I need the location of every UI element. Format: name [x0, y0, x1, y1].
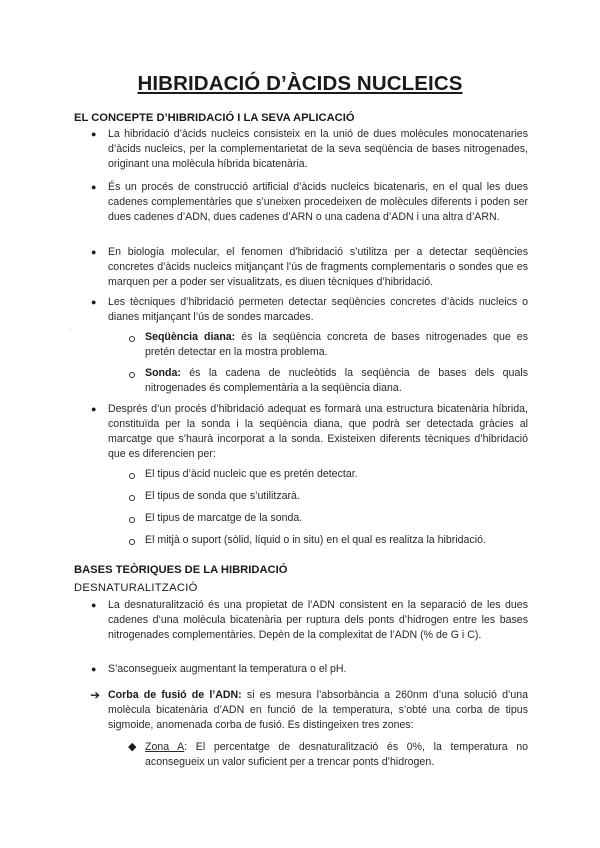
sub-list-item: El tipus de sonda que s’utilitzarà.	[145, 490, 300, 502]
circle-bullet-icon	[129, 495, 135, 501]
list-item: S’aconsegueix augmentant la temperatura o el pH.	[108, 663, 347, 675]
bullet-icon: ●	[91, 247, 97, 257]
page-title: HIBRIDACIÓ D’ÀCIDS NUCLEICS	[137, 72, 463, 95]
arrow-right-icon: ➔	[90, 688, 101, 702]
circle-bullet-icon	[129, 517, 135, 523]
sub-list-item: El tipus d’àcid nucleic que es pretén detectar.	[145, 468, 358, 480]
section-heading-concept: EL CONCEPTE D’HIBRIDACIÓ I LA SEVA APLICACIÓ	[74, 112, 355, 124]
bullet-icon: ●	[91, 129, 97, 139]
section-heading-bases: BASES TEÒRIQUES DE LA HIBRIDACIÓ	[74, 564, 288, 576]
list-item: En biologia molecular, el fenomen d’hibridació s’utilitza per a detectar seqüències concretes d’àcids nucleics mitjançant l’ús de fragments complementaris o sondes que es marquen per a poder ser visualitzats, es diuen tècniques d’hibridació.	[108, 246, 528, 288]
definition-item	[145, 330, 528, 360]
arrow-item	[108, 688, 528, 733]
definition-text: és la seqüència concreta de bases nitrogenades que es pretén detectar en la mostra problema.	[145, 331, 528, 358]
circle-bullet-icon	[129, 372, 135, 378]
arrow-item-text: si es mesura l’absorbància a 260nm d’una solució d’una molècula bicatenària d’ADN en funció de la temperatura, s’obté una corba de tipus sigmoide, anomenada corba de fusió. Es distingeixen tres zones:	[108, 689, 528, 731]
zone-label: Zona A	[145, 741, 185, 753]
list-item: La desnaturalització és una propietat de l’ADN consistent en la separació de les dues cadenes d’una molècula bicatenària per ruptura dels ponts d’hidrogen entre les bases nitrogenades complementàries. Depèn de la complexitat de l’ADN (% de G i C).	[108, 599, 528, 641]
list-item: Les tècniques d’hibridació permeten detectar seqüències concretes d’àcids nucleics o dianes mitjançant l’ús de sondes marcades.	[108, 296, 528, 323]
list-item: Després d’un procés d’hibridació adequat es formarà una estructura bicatenària híbrida, constituïda per la sonda i la seqüència diana, que podrà ser detectada gràcies al marcatge que s’haurà incorporat a la sonda. Existeixen diferents tècniques d’hibridació que es diferencien per:	[108, 403, 528, 460]
bullet-icon: ●	[91, 297, 97, 307]
zone-text: : El percentatge de desnaturalització és 0%, la temperatura no aconsegueix un valor suficient per a trencar ponts d’hidrogen.	[145, 741, 528, 768]
bullet-icon: ●	[91, 182, 97, 192]
definition-text: és la cadena de nucleòtids la seqüència de bases dels quals nitrogenades és complementària a la seqüència diana.	[145, 367, 528, 394]
list-item: És un procés de construcció artificial d’àcids nucleics bicatenaris, en el qual les dues cadenes complementàries que s’uneixen procedeixen de molècules diferents i poden ser dues cadenes d’ADN, dues cadenes d’ARN o una cadena d’ADN i una altra d’ARN.	[108, 181, 528, 223]
zone-item	[145, 740, 528, 770]
list-item: La hibridació d’àcids nucleics consisteix en la unió de dues molècules monocatenaries d’àcids nucleics, per la complementarietat de la seva seqüència de bases nitrogenades, originant una molècula híbrida bicatenària.	[108, 128, 528, 170]
definition-item	[145, 366, 528, 396]
circle-bullet-icon	[129, 473, 135, 479]
circle-bullet-icon	[129, 539, 135, 545]
stray-mark: .	[70, 326, 72, 332]
bullet-icon: ●	[91, 600, 97, 610]
definition-term: Sonda:	[145, 367, 181, 379]
diamond-bullet-icon: ◆	[128, 741, 137, 753]
bullet-icon: ●	[91, 664, 97, 674]
circle-bullet-icon	[129, 336, 135, 342]
subheading-denaturation: DESNATURALITZACIÓ	[74, 582, 198, 594]
sub-list-item: El tipus de marcatge de la sonda.	[145, 512, 303, 524]
bullet-icon: ●	[91, 404, 97, 414]
sub-list-item: El mitjà o suport (sòlid, líquid o in situ) en el qual es realitza la hibridació.	[145, 534, 486, 546]
definition-term: Seqüència diana:	[145, 331, 236, 343]
arrow-item-term: Corba de fusió de l’ADN:	[108, 689, 242, 701]
